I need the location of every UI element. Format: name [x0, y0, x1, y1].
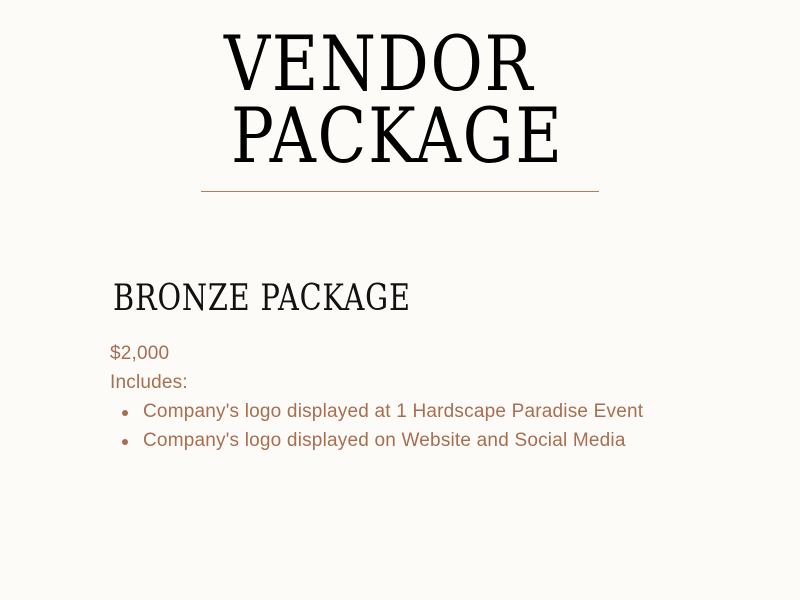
- package-price: $2,000: [110, 343, 170, 364]
- title-divider: [201, 191, 599, 192]
- feature-item: [118, 431, 643, 460]
- package-name: BRONZE PACKAGE: [113, 278, 411, 319]
- bullet-icon: [122, 410, 128, 416]
- feature-item: [118, 402, 643, 431]
- title-line-package: PACKAGE: [231, 91, 564, 180]
- feature-text: Company's logo displayed on Website and Social Media: [143, 430, 626, 451]
- feature-text: Company's logo displayed at 1 Hardscape Paradise Event: [143, 401, 644, 422]
- includes-label: Includes:: [110, 372, 188, 393]
- bullet-icon: [122, 439, 128, 445]
- title-line-vendor: VENDOR: [224, 19, 535, 108]
- feature-list: [118, 402, 643, 460]
